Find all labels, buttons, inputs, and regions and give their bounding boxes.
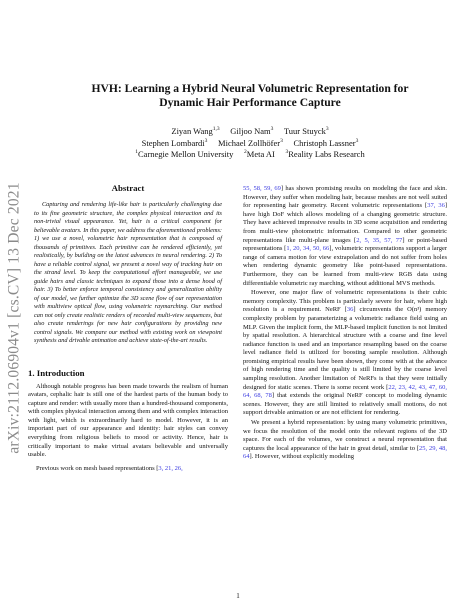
intro-paragraph-1: Although notable progress has been made towards the realism of human avatars, cephalic hair is still one of the hardest parts of the human body to capture and render: with usually more than a hundred-thousand components, with complex physical interaction among them and with complex interaction with light, which is extraordinarily hard to model. However, it is an important part of our appearance and identity: hair styles can convey everything from religious beliefs to mood or activity. Hence, hair is critically important to make virtual avatars believable and universally usable. <box>28 382 228 459</box>
affiliation-num: 3 <box>285 149 289 156</box>
abstract-text: Capturing and rendering life-like hair is particularly challenging due to its fine geometric structure, the complex physical interaction and its non-trivial visual appearance. Yet, hair is a critical component for believable avatars. In this paper, we address the aforementioned problems: 1) we use a novel, volumetric hair representation that is composed of thousands of primitives. Each primitive can be rendered efficiently, yet realistically, by building on the latest advances in neural rendering. 2) To have a reliable control signal, we present a novel way of tracking hair on the strand level. To keep the computational effort manageable, we use guide hairs and classic techniques to expand those into a dense hood of hair. 3) To better enforce temporal consistency and generalization ability of our model, we further optimize the 3D scene flow of our representation with multiview optical flow, using volumetric raymarching. Our method can not only create realistic renders of recorded multi-view sequences, but also create renderings for new hair configurations by providing new control signals. We compare our method with existing work on viewpoint synthesis and drivable animation and achieve state-of-the-art results. <box>34 201 222 344</box>
arxiv-id: arXiv:2112.06904v1 [cs.CV] 13 Dec 2021 <box>6 182 23 454</box>
page-number: 1 <box>236 592 240 600</box>
author-aff: 3 <box>280 137 283 144</box>
author-name: Tuur Stuyck <box>283 126 326 136</box>
author-name: Ziyan Wang <box>171 126 213 136</box>
intro-heading: 1. Introduction <box>28 367 85 378</box>
text-run: However, one major flaw of volumetric representations is their cubic memory complexity. This problem is particularly severe for hair, where high resolution is a requirement. NeRF [ <box>243 289 447 314</box>
title-line-2: Dynamic Hair Performance Capture <box>159 96 341 109</box>
right-paragraph-3 <box>243 419 447 462</box>
citation-link[interactable]: 36 <box>346 306 354 314</box>
author-aff: 3 <box>355 137 359 144</box>
citation-link[interactable]: 37, 36 <box>427 202 445 210</box>
author-aff: 3 <box>270 126 274 133</box>
text-run: ]. However, without explicitly modeling <box>249 453 354 461</box>
abstract-heading: Abstract <box>111 183 145 193</box>
text-run: ] have high DoF which allows modeling of a changing geometric structure. They have achieved impressive results in 3D scene acquisition and rendering from multi-view photometric information. Compared to other geometric representations like multi-plane images [ <box>243 202 448 244</box>
author-aff: 3 <box>204 137 208 144</box>
left-column <box>28 183 228 473</box>
author-name: Christoph Lassner <box>293 137 356 148</box>
text-run: ], volumetric representations support a larger range of camera motion for view extrapolation and do not suffer from holes when rendering dynamic geometry like point-based representations. Furthermore, they can be learned from multi-view RGB data using differentiable volumetric ray marching, without additional MVS methods. <box>243 245 448 287</box>
citation-link[interactable]: 22, 23, 42, 43, 47, 60, 64, 68, 78 <box>243 383 448 400</box>
citation-link[interactable]: 1, 20, 34, 50, 66 <box>286 245 330 253</box>
citation-link[interactable]: 2, 5, 35, 57, 77 <box>356 236 403 244</box>
right-paragraph-2 <box>243 289 447 418</box>
affiliation-name: Meta AI <box>246 149 275 159</box>
affiliation-num: 2 <box>244 149 247 156</box>
citation-link[interactable]: 3, 21, 26, <box>158 464 183 472</box>
text-run: We present a hybrid representation: by using many volumetric primitives, we focus the resolution of the model onto the relevant regions of the 3D space. For each of the volumes, we construct a neural representation that captures the local appearance of the hair in great detail, similar to [ <box>243 419 447 452</box>
affiliation-num: 1 <box>135 149 139 156</box>
author-aff: 3 <box>325 126 329 133</box>
author-name: Stephen Lombardi <box>141 137 205 148</box>
text-run: ] has shown promising results on modeling the face and skin. However, they suffer when modeling hair, because meshes are not well suited for representing hair geometry. Recent volumetric representations [ <box>243 185 447 210</box>
affiliation-name: Carnegie Mellon University <box>138 149 234 159</box>
affiliation-line <box>40 149 460 161</box>
citation-link[interactable]: 55, 58, 59, 69 <box>243 185 281 192</box>
author-block <box>40 126 460 161</box>
text-run: ] or point-based representations [ <box>243 236 448 253</box>
paper-title <box>40 82 460 110</box>
right-paragraph-1 <box>243 185 447 288</box>
text-run: ] circumvents the O(n³) memory complexity problem by parameterizing a volumetric radiance field using an MLP. Given the implicit form, the MLP-based implicit function is not limited by spatial resolution. A hierarchical structure with a coarse and fine level radiance function is used and an importance resampling based on the coarse level radiance field is utilized for boosting sample resolution. Although promising empirical results have been shown, they come with at the advance of high rendering time and the quality is still limited by the coarse level sampling resolution. Another limitation of NeRFs is that they were initially designed for static scenes. There is some recent work [ <box>243 306 447 391</box>
author-name: Giljoo Nam <box>230 126 271 136</box>
arxiv-stamp <box>4 168 26 468</box>
right-column <box>243 185 447 462</box>
author-line-1 <box>40 126 460 138</box>
title-line-1: HVH: Learning a Hybrid Neural Volumetric Representation for <box>91 82 409 95</box>
intro-paragraph-2 <box>28 465 228 474</box>
author-aff: 1,3 <box>212 126 220 133</box>
citation-link[interactable]: 25, 29, 48, 64 <box>243 444 448 461</box>
text-run: Previous work on mesh based representations [ <box>36 464 159 472</box>
affiliation-name: Reality Labs Research <box>288 149 365 159</box>
author-name: Michael Zollhöfer <box>218 137 281 148</box>
text-run: ] that extends the original NeRF concept to modeling dynamic scenes. However, they are still limited to relatively small motions, do not support drivable animation or are not efficient for rendering. <box>243 392 448 417</box>
author-line-2 <box>40 138 460 150</box>
